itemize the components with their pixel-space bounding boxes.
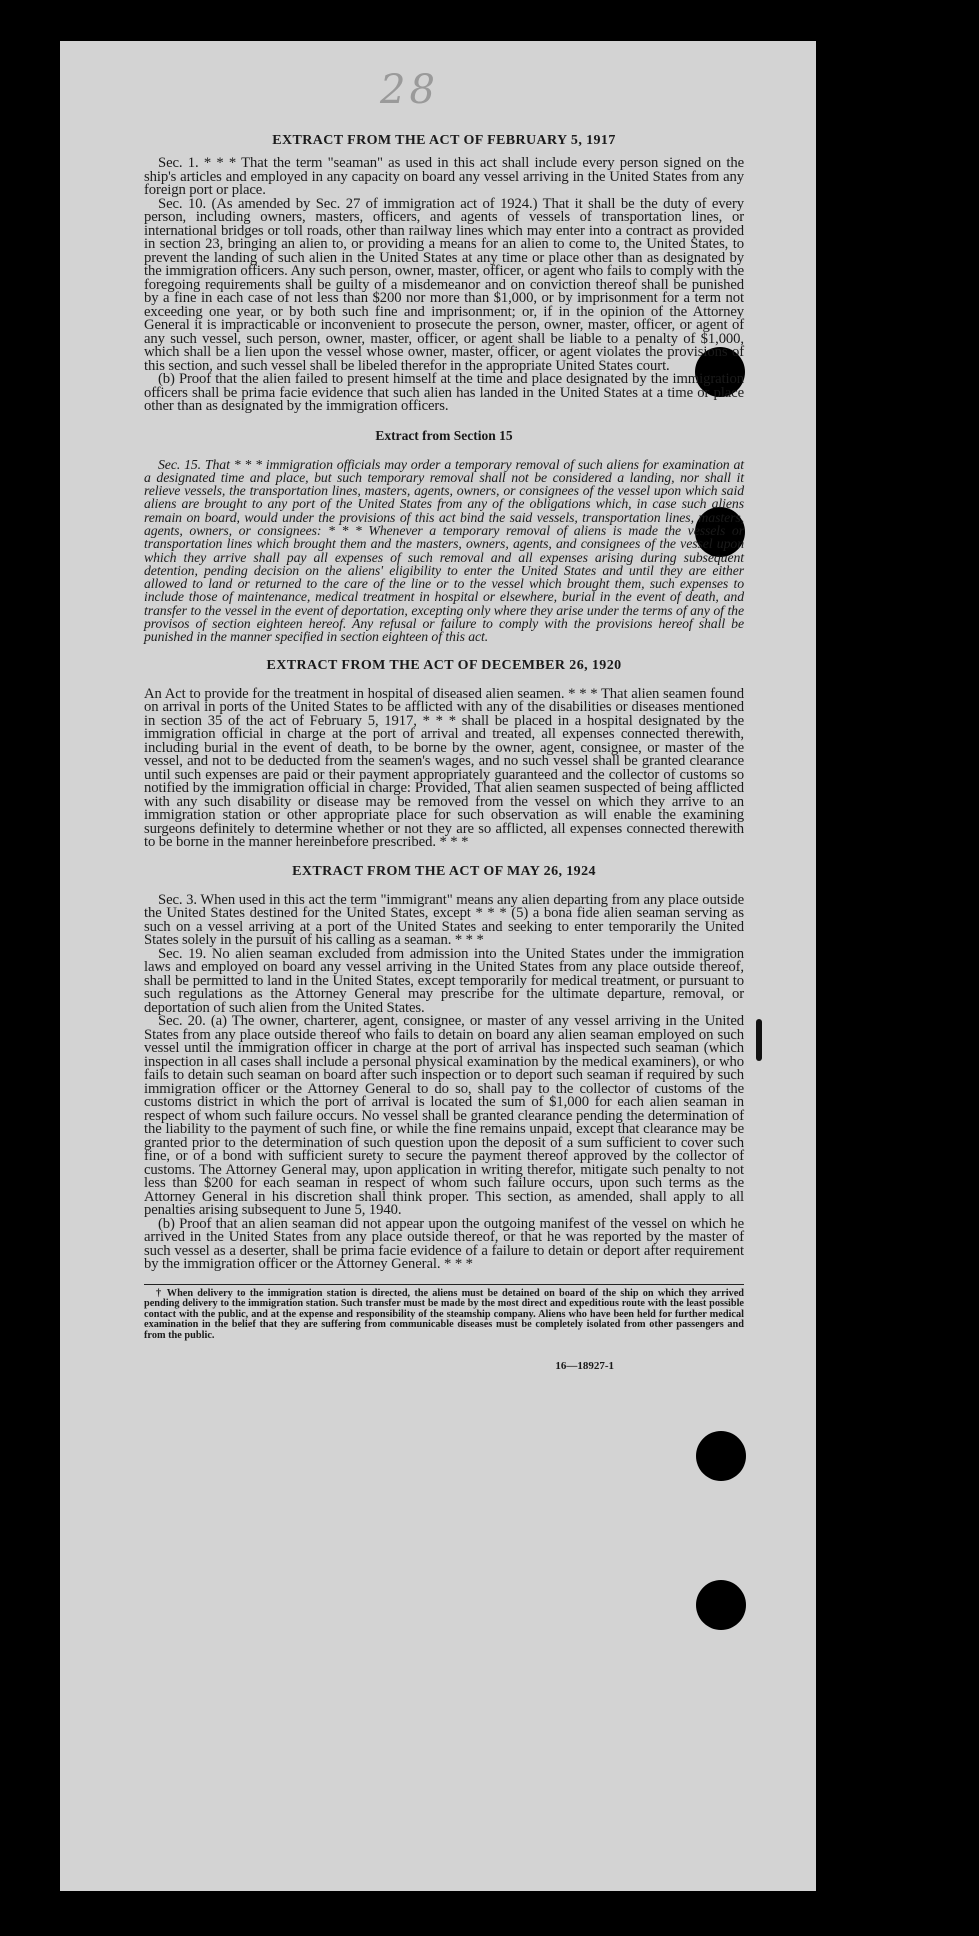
punch-hole bbox=[696, 1580, 746, 1630]
paragraph: Sec. 20. (a) The owner, charterer, agent, consignee, or master of any vessel arriving in the United States from any place outside thereof who fails to detain on board any alien seaman employed on such vessel until the immigration officer in charge at the port of arrival has inspected such seaman (which inspection in all cases shall include a personal physical examination by the medical examiners), or who fails to detain such seaman on board after such inspection or to deport such seaman if required by such immigration officer or the Attorney General to do so, shall pay to the collector of customs of the customs district in which the port of arrival is located the sum of $1,000 for each alien seaman in respect of whom such failure occurs. No vessel shall be granted clearance pending the determination of the liability to the payment of such fine, or while the fine remains unpaid, except that clearance may be granted prior to the determination of such question upon the deposit of a sum sufficient to cover such fine, or of a bond with sufficient surety to secure the payment thereof approved by the collector of customs. The Attorney General may, upon application in writing therefor, mitigate such penalty to not less than $200 for each seaman in respect of whom such failure occurs, upon such terms as the Attorney General in his discretion shall think proper. This section, as amended, shall apply to all penalties arising subsequent to June 5, 1940. bbox=[144, 1013, 744, 1219]
document-body bbox=[144, 133, 744, 1372]
paragraph: Sec. 19. No alien seaman excluded from admission into the United States under the immigration laws and employed on board any vessel arriving in the United States from any place outside thereof, shall be permitted to land in the United States, except temporarily for medical treatment, or pursuant to such regulations as the Attorney General may prescribe for the ultimate departure, removal, or deportation of such alien from the United States. bbox=[144, 945, 744, 1016]
footnote: † When delivery to the immigration station is directed, the aliens must be detained on board of the ship on which they arrived pending delivery to the immigration station. Such transfer must be made by the most direct and expeditious route with the least possible contact with the public, and at the expense and responsibility of the steamship company. Aliens who have been held for further medical examination in the belief that they are suffering from communicable diseases must be completely isolated from other passengers and from the public. bbox=[144, 1284, 744, 1342]
document-page bbox=[60, 41, 816, 1891]
paragraph: Sec. 3. When used in this act the term "immigrant" means any alien departing from any place outside the United States destined for the United States, except * * * (5) a bona fide alien seaman serving as such on a vessel arriving at a port of the United States and seeking to enter temporarily the United States solely in the pursuit of his calling as a seaman. * * * bbox=[144, 891, 744, 949]
paragraph: Sec. 1. * * * That the term "seaman" as used in this act shall include every person signed on the ship's articles and employed in any capacity on board any vessel arriving in the United States from any foreign port or place. bbox=[144, 155, 744, 198]
form-number: 16—18927-1 bbox=[555, 1359, 614, 1372]
margin-mark bbox=[756, 1019, 762, 1061]
paragraph: Sec. 15. That * * * immigration officials may order a temporary removal of such aliens for examination at a designated time and place, but such temporary removal shall not be considered a landing, nor shall it relieve vessels, the transportation lines, masters, agents, owners, or consignees of the vessel upon which said aliens are brought to any port of the United States from any of the obligations which, in case such aliens remain on board, would under the provisions of this act bind the said vessels, transportation lines, masters, agents, owners, or consignees: * * * Whenever a temporary removal of aliens is made the vessels or transportation lines which brought them and the masters, owners, agents, and consignees of the vessel upon which they arrive shall pay all expenses of such removal and all expenses arising during subsequent detention, pending decision on the aliens' eligibility to enter the United States and until they are either allowed to land or returned to the care of the line or to the vessel which brought them, such expenses to include those of maintenance, medical treatment in hospital or elsewhere, burial in the event of death, and transfer to the vessel in the event of deportation, excepting only where they arise under the terms of any of the provisos of section eighteen hereof. Any refusal or failure to comply with the provisions hereof shall be punished in the manner specified in section eighteen of this act. bbox=[144, 456, 744, 645]
paragraph: (b) Proof that the alien failed to present himself at the time and place designated by the immigration officers shall be prima facie evidence that such alien has landed in the United States at a time or place other than as designated by the immigration officers. bbox=[144, 371, 744, 414]
section-heading-dec-1920: EXTRACT FROM THE ACT OF DECEMBER 26, 1920 bbox=[266, 657, 622, 673]
section-heading-feb-1917: EXTRACT FROM THE ACT OF FEBRUARY 5, 1917 bbox=[272, 133, 616, 148]
handwritten-page-number: 28 bbox=[380, 67, 439, 113]
paragraph: An Act to provide for the treatment in hospital of diseased alien seamen. * * * That alien seamen found on arrival in ports of the United States to be afflicted with any of the disabilities or diseases mentioned in section 35 of the act of February 5, 1917, * * * shall be placed in a hospital designated by the immigration official in charge at the port of arrival and treated, all expenses connected therewith, including burial in the event of death, to be borne by the owner, agent, consignee, or master of the vessel, and not to be deducted from the seamen's wages, and no such vessel shall be granted clearance until such expenses are paid or their payment appropriately guaranteed and the collector of customs so notified by the immigration official in charge: Provided, That alien seamen suspected of being afflicted with any such disability or disease may be removed from the vessel on which they arrive to an immigration station or other appropriate place for such observation as will enable the examining surgeons definitely to determine whether or not they are so afflicted, all expenses connected therewith to be borne in the manner hereinbefore prescribed. * * * bbox=[144, 685, 744, 851]
paragraph: (b) Proof that an alien seaman did not appear upon the outgoing manifest of the vessel on which he arrived in the United States from any place outside thereof, or that he was reported by the master of such vessel as a deserter, shall be prima facie evidence of a failure to detain or deport after requirement by the immigration officer or the Attorney General. * * * bbox=[144, 1215, 744, 1273]
paragraph: Sec. 10. (As amended by Sec. 27 of immigration act of 1924.) That it shall be the duty of every person, including owners, masters, officers, and agents of vessels of transportation lines, or international bridges or toll roads, other than railway lines which may enter into a contract as provided in section 23, bringing an alien to, or providing a means for an alien to come to, the United States, to prevent the landing of such alien in the United States at any time or place other than as designated by the immigration officers. Any such person, owner, master, officer, or agent who fails to comply with the foregoing requirements shall be guilty of a misdemeanor and on conviction thereof shall be punished by a fine in each case of not less than $200 nor more than $1,000, or by imprisonment for a term not exceeding one year, or by both such fine and imprisonment; or, if in the opinion of the Attorney General it is impracticable or inconvenient to prosecute the person, owner, master, officer, or agent of any such vessel, such person, owner, master, officer, or agent shall be liable to a penalty of $1,000, which shall be a lien upon the vessel whose owner, master, officer, or agent violates the provisions of this section, and such vessel shall be libeled therefor in the appropriate United States court. bbox=[144, 195, 744, 374]
section-heading-section-15: Extract from Section 15 bbox=[375, 427, 513, 443]
section-heading-may-1924: EXTRACT FROM THE ACT OF MAY 26, 1924 bbox=[292, 863, 596, 879]
punch-hole bbox=[696, 1431, 746, 1481]
